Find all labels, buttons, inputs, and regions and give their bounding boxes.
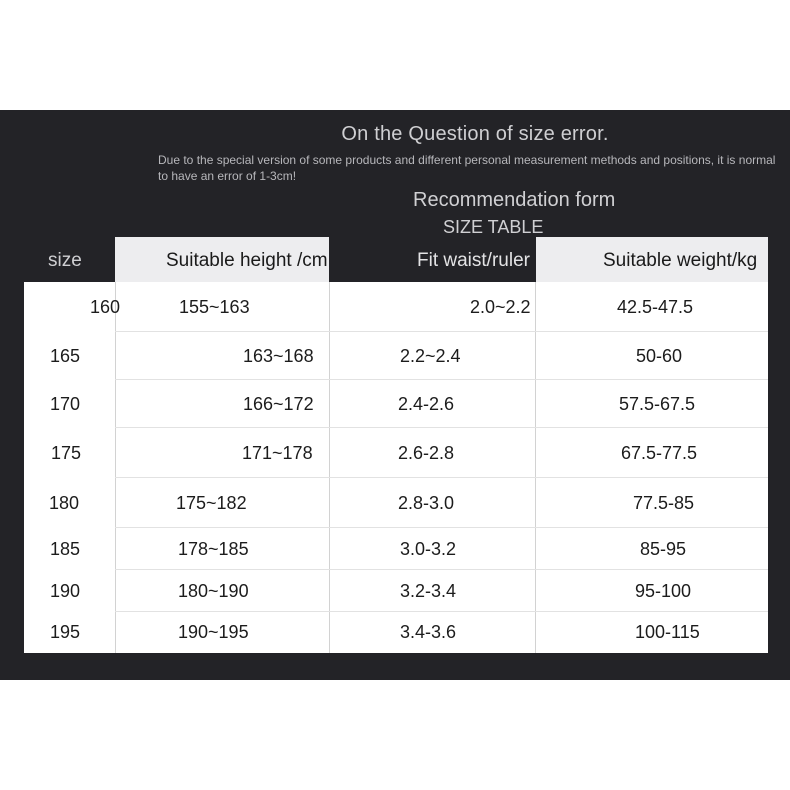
height-cell: 155~163 [179, 297, 250, 317]
page-title: On the Question of size error. [341, 123, 609, 145]
weight-cell: 85-95 [640, 539, 687, 559]
waist-cell: 3.2-3.4 [400, 581, 457, 601]
waist-cell: 2.4-2.6 [398, 394, 455, 414]
table-row [24, 478, 768, 528]
weight-cell: 77.5-85 [633, 493, 695, 513]
column-header-waist-label: Fit waist/ruler [417, 250, 530, 271]
table-row [24, 332, 768, 380]
size-cell: 170 [50, 394, 81, 414]
weight-cell: 67.5-77.5 [621, 443, 698, 463]
column-header-waist [329, 237, 536, 282]
column-header-size-label: size [48, 250, 82, 271]
waist-cell: 2.8-3.0 [398, 493, 455, 513]
height-cell: 166~172 [243, 394, 314, 414]
height-cell: 178~185 [178, 539, 249, 559]
table-row [24, 528, 768, 570]
recommendation-title: Recommendation form [413, 189, 616, 211]
waist-cell: 2.0~2.2 [470, 297, 531, 317]
size-cell: 190 [50, 581, 81, 601]
height-cell: 171~178 [242, 443, 313, 463]
column-header-size [24, 237, 115, 282]
height-cell: 180~190 [178, 581, 249, 601]
size-cell: 195 [50, 622, 81, 642]
waist-cell: 2.6-2.8 [398, 443, 455, 463]
table-row [24, 282, 768, 332]
weight-cell: 57.5-67.5 [619, 394, 696, 414]
size-table-title: SIZE TABLE [443, 217, 544, 237]
weight-cell: 50-60 [636, 346, 683, 366]
column-header-weight-label: Suitable weight/kg [603, 250, 758, 271]
size-cell: 185 [50, 539, 81, 559]
size-cell: 165 [50, 346, 81, 366]
size-table [24, 237, 768, 653]
table-row [24, 612, 768, 653]
size-cell: 160 [90, 297, 121, 317]
weight-cell: 95-100 [635, 581, 692, 601]
table-row [24, 570, 768, 612]
weight-cell: 42.5-47.5 [617, 297, 694, 317]
height-cell: 175~182 [176, 493, 247, 513]
waist-cell: 2.2~2.4 [400, 346, 461, 366]
height-cell: 190~195 [178, 622, 249, 642]
weight-cell: 100-115 [635, 622, 700, 642]
size-cell: 175 [51, 443, 82, 463]
column-header-height [115, 237, 329, 282]
height-cell: 163~168 [243, 346, 314, 366]
table-row [24, 380, 768, 428]
waist-cell: 3.4-3.6 [400, 622, 457, 642]
size-cell: 180 [49, 493, 80, 513]
error-note: Due to the special version of some products and different personal measurement methods and positions, it is normal to have an error of 1-3cm! [158, 153, 776, 183]
waist-cell: 3.0-3.2 [400, 539, 457, 559]
column-header-weight [536, 237, 768, 282]
column-header-height-label: Suitable height /cm [166, 250, 328, 271]
table-row [24, 428, 768, 478]
